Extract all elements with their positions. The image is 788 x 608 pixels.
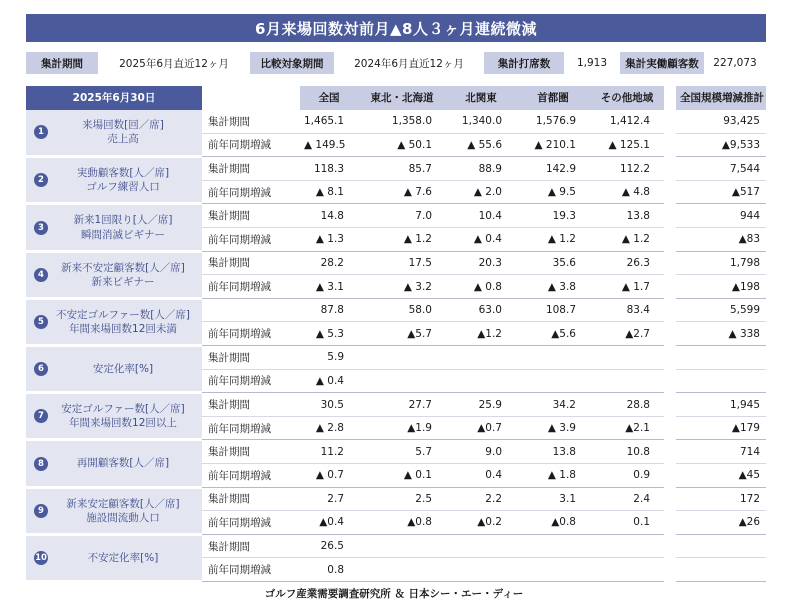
total-change-cell: ▲45 <box>676 464 766 488</box>
row-number-badge: 6 <box>34 362 48 376</box>
col-header-other: その他地域 <box>590 86 664 110</box>
category-line1: 新来安定顧客数[人／席] <box>66 497 180 510</box>
total-cell: 714 <box>676 440 766 464</box>
col-header-tohoku: 東北・北海道 <box>358 86 446 110</box>
change-cell: ▲ 1.2 <box>358 228 446 252</box>
date-header: 2025年6月30日 <box>26 86 202 110</box>
data-table-wrapper <box>26 86 766 583</box>
category-line2: 売上高 <box>107 133 139 146</box>
change-cell: ▲1.2 <box>446 322 516 346</box>
subrow-label: 前年同期増減 <box>202 369 300 393</box>
col-header-total: 全国規模増減推計 <box>676 86 766 110</box>
value-cell: 28.8 <box>590 393 664 417</box>
change-cell: 0.8 <box>300 558 358 582</box>
column-separator <box>664 228 676 252</box>
category-label <box>48 166 198 194</box>
value-cell: 1,465.1 <box>300 110 358 134</box>
subrow-label <box>202 298 300 322</box>
category-line2: 年間来場回数12回未満 <box>69 322 177 335</box>
change-cell: ▲ 1.2 <box>590 228 664 252</box>
category-cell <box>26 534 202 581</box>
change-cell: ▲ 55.6 <box>446 133 516 157</box>
total-change-cell: ▲83 <box>676 228 766 252</box>
category-line1: 安定化率[%] <box>92 363 154 376</box>
change-cell: ▲ 1.7 <box>590 275 664 299</box>
column-separator <box>664 346 676 370</box>
category-label <box>48 456 198 470</box>
category-cell <box>26 251 202 298</box>
category-cell <box>26 110 202 157</box>
column-separator <box>664 534 676 558</box>
change-cell <box>446 558 516 582</box>
change-cell <box>516 558 590 582</box>
table-header-row <box>26 86 766 110</box>
value-cell: 10.4 <box>446 204 516 228</box>
change-cell: ▲ 0.4 <box>300 369 358 393</box>
outlets-label: 集計打席数 <box>484 52 564 74</box>
change-cell: 0.4 <box>446 464 516 488</box>
table-row <box>26 346 766 370</box>
column-separator <box>664 133 676 157</box>
category-line1: 不安定化率[%] <box>87 551 159 564</box>
value-cell: 2.5 <box>358 487 446 511</box>
value-cell: 26.5 <box>300 534 358 558</box>
value-cell: 83.4 <box>590 298 664 322</box>
row-number-badge: 5 <box>34 315 48 329</box>
row-number-badge: 4 <box>34 268 48 282</box>
column-separator <box>664 204 676 228</box>
subrow-label: 前年同期増減 <box>202 133 300 157</box>
table-row <box>26 534 766 558</box>
value-cell: 63.0 <box>446 298 516 322</box>
change-cell: ▲ 2.8 <box>300 416 358 440</box>
value-cell: 2.2 <box>446 487 516 511</box>
value-cell <box>516 346 590 370</box>
subrow-label: 前年同期増減 <box>202 180 300 204</box>
total-cell: 93,425 <box>676 110 766 134</box>
category-label <box>48 362 198 376</box>
category-label <box>48 308 198 336</box>
page-title: 6月来場回数対前月▲8人３ヶ月連続微減 <box>26 14 766 42</box>
value-cell: 7.0 <box>358 204 446 228</box>
table-body <box>26 110 766 582</box>
value-cell: 87.8 <box>300 298 358 322</box>
table-row <box>26 393 766 417</box>
value-cell <box>446 346 516 370</box>
change-cell: ▲ 7.6 <box>358 180 446 204</box>
value-cell: 34.2 <box>516 393 590 417</box>
change-cell: ▲ 210.1 <box>516 133 590 157</box>
table-row <box>26 298 766 322</box>
row-number-badge: 1 <box>34 125 48 139</box>
total-change-cell: ▲517 <box>676 180 766 204</box>
total-change-cell: ▲9,533 <box>676 133 766 157</box>
table-row <box>26 440 766 464</box>
value-cell: 88.9 <box>446 157 516 181</box>
subrow-label: 集計期間 <box>202 157 300 181</box>
change-cell: ▲ 1.2 <box>516 228 590 252</box>
value-cell <box>358 534 446 558</box>
category-line1: 再開顧客数[人／席] <box>76 457 170 470</box>
value-cell <box>590 534 664 558</box>
subrow-label: 前年同期増減 <box>202 416 300 440</box>
data-table <box>26 86 766 583</box>
change-cell: ▲ 149.5 <box>300 133 358 157</box>
change-cell: ▲2.7 <box>590 322 664 346</box>
period-value: 2025年6月直近12ヶ月 <box>98 52 250 74</box>
column-separator <box>664 369 676 393</box>
category-line1: 実動顧客数[人／席] <box>76 167 170 180</box>
column-separator <box>664 487 676 511</box>
total-change-cell: ▲ 338 <box>676 322 766 346</box>
column-separator <box>664 110 676 134</box>
row-number-badge: 7 <box>34 409 48 423</box>
change-cell: ▲ 4.8 <box>590 180 664 204</box>
category-line2: ゴルフ練習人口 <box>86 181 160 194</box>
change-cell: ▲2.1 <box>590 416 664 440</box>
category-line1: 新来1回限り[人／席] <box>73 214 173 227</box>
table-row <box>26 110 766 134</box>
column-separator <box>664 275 676 299</box>
value-cell: 20.3 <box>446 251 516 275</box>
column-separator <box>664 440 676 464</box>
footer-credit: ゴルフ産業需要調査研究所 ＆ 日本シー・エー・ディー <box>264 588 524 600</box>
category-label <box>48 497 198 525</box>
subrow-label: 集計期間 <box>202 393 300 417</box>
value-cell: 1,412.4 <box>590 110 664 134</box>
table-row <box>26 157 766 181</box>
change-cell: ▲0.4 <box>300 511 358 535</box>
table-row <box>26 487 766 511</box>
total-cell <box>676 346 766 370</box>
row-number-badge: 3 <box>34 221 48 235</box>
value-cell: 11.2 <box>300 440 358 464</box>
value-cell: 30.5 <box>300 393 358 417</box>
total-cell: 172 <box>676 487 766 511</box>
table-row <box>26 251 766 275</box>
category-label <box>48 213 198 241</box>
category-cell <box>26 157 202 204</box>
value-cell: 3.1 <box>516 487 590 511</box>
subrow-label: 集計期間 <box>202 346 300 370</box>
column-separator <box>664 251 676 275</box>
value-cell: 118.3 <box>300 157 358 181</box>
category-line2: 年間来場回数12回以上 <box>69 417 177 430</box>
subrow-label: 前年同期増減 <box>202 322 300 346</box>
column-separator <box>664 322 676 346</box>
total-cell <box>676 534 766 558</box>
category-cell <box>26 346 202 393</box>
subrow-label: 集計期間 <box>202 110 300 134</box>
row-number-badge: 9 <box>34 504 48 518</box>
total-change-cell: ▲26 <box>676 511 766 535</box>
value-cell <box>446 534 516 558</box>
value-cell: 25.9 <box>446 393 516 417</box>
change-cell: ▲ 3.2 <box>358 275 446 299</box>
column-separator <box>664 416 676 440</box>
category-cell <box>26 487 202 534</box>
change-cell: ▲ 50.1 <box>358 133 446 157</box>
total-change-cell <box>676 369 766 393</box>
value-cell: 112.2 <box>590 157 664 181</box>
value-cell: 108.7 <box>516 298 590 322</box>
category-line1: 安定ゴルファー数[人／席] <box>61 403 185 416</box>
change-cell: ▲ 3.9 <box>516 416 590 440</box>
subrow-label: 前年同期増減 <box>202 511 300 535</box>
customers-value: 227,073 <box>704 52 766 74</box>
total-change-cell <box>676 558 766 582</box>
value-cell <box>590 346 664 370</box>
column-separator <box>664 180 676 204</box>
category-cell <box>26 440 202 487</box>
category-line2: 施設間流動人口 <box>86 511 160 524</box>
change-cell: ▲1.9 <box>358 416 446 440</box>
category-cell <box>26 204 202 251</box>
total-cell: 7,544 <box>676 157 766 181</box>
category-line2: 新来ビギナー <box>91 275 155 288</box>
value-cell: 17.5 <box>358 251 446 275</box>
summary-info-row <box>26 52 766 74</box>
value-cell: 14.8 <box>300 204 358 228</box>
category-cell <box>26 393 202 440</box>
col-header-shutoken: 首都圏 <box>516 86 590 110</box>
header-blank <box>202 86 300 110</box>
category-line2: 瞬間消滅ビギナー <box>81 228 165 241</box>
column-separator <box>664 464 676 488</box>
column-separator <box>664 298 676 322</box>
change-cell: ▲0.8 <box>358 511 446 535</box>
category-line1: 不安定ゴルファー数[人／席] <box>56 308 190 321</box>
value-cell: 9.0 <box>446 440 516 464</box>
change-cell: ▲ 8.1 <box>300 180 358 204</box>
total-cell: 944 <box>676 204 766 228</box>
outlets-value: 1,913 <box>564 52 620 74</box>
change-cell: ▲ 0.4 <box>446 228 516 252</box>
value-cell: 19.3 <box>516 204 590 228</box>
value-cell: 26.3 <box>590 251 664 275</box>
value-cell: 10.8 <box>590 440 664 464</box>
total-change-cell: ▲179 <box>676 416 766 440</box>
change-cell: ▲ 0.1 <box>358 464 446 488</box>
category-label <box>48 551 198 565</box>
value-cell: 13.8 <box>516 440 590 464</box>
column-separator <box>664 558 676 582</box>
change-cell: ▲0.8 <box>516 511 590 535</box>
change-cell: ▲0.7 <box>446 416 516 440</box>
column-separator <box>664 157 676 181</box>
row-number-badge: 10 <box>35 552 47 563</box>
subrow-label: 集計期間 <box>202 204 300 228</box>
change-cell: ▲ 125.1 <box>590 133 664 157</box>
change-cell: ▲0.2 <box>446 511 516 535</box>
value-cell <box>516 534 590 558</box>
total-cell: 5,599 <box>676 298 766 322</box>
subrow-label: 前年同期増減 <box>202 558 300 582</box>
category-line1: 新来不安定顧客数[人／席] <box>61 261 185 274</box>
change-cell: ▲ 9.5 <box>516 180 590 204</box>
change-cell: ▲ 1.3 <box>300 228 358 252</box>
total-change-cell: ▲198 <box>676 275 766 299</box>
value-cell <box>358 346 446 370</box>
change-cell: 0.9 <box>590 464 664 488</box>
change-cell: ▲ 0.8 <box>446 275 516 299</box>
value-cell: 1,576.9 <box>516 110 590 134</box>
value-cell: 1,340.0 <box>446 110 516 134</box>
col-header-kitakanto: 北関東 <box>446 86 516 110</box>
row-number-badge: 8 <box>34 457 48 471</box>
subrow-label: 前年同期増減 <box>202 228 300 252</box>
change-cell <box>590 369 664 393</box>
value-cell: 13.8 <box>590 204 664 228</box>
value-cell: 1,358.0 <box>358 110 446 134</box>
value-cell: 85.7 <box>358 157 446 181</box>
category-label <box>48 402 198 430</box>
change-cell: ▲ 2.0 <box>446 180 516 204</box>
change-cell: ▲5.7 <box>358 322 446 346</box>
value-cell: 35.6 <box>516 251 590 275</box>
change-cell: ▲ 1.8 <box>516 464 590 488</box>
total-cell: 1,945 <box>676 393 766 417</box>
value-cell: 5.7 <box>358 440 446 464</box>
column-separator <box>664 511 676 535</box>
value-cell: 58.0 <box>358 298 446 322</box>
value-cell: 27.7 <box>358 393 446 417</box>
subrow-label: 集計期間 <box>202 440 300 464</box>
subrow-label: 集計期間 <box>202 251 300 275</box>
category-label <box>48 118 198 146</box>
change-cell: ▲5.6 <box>516 322 590 346</box>
change-cell: ▲ 0.7 <box>300 464 358 488</box>
value-cell: 142.9 <box>516 157 590 181</box>
customers-label: 集計実働顧客数 <box>620 52 704 74</box>
row-number-badge: 2 <box>34 173 48 187</box>
change-cell <box>358 558 446 582</box>
header-separator <box>664 86 676 110</box>
change-cell <box>358 369 446 393</box>
category-label <box>48 261 198 289</box>
change-cell <box>446 369 516 393</box>
total-cell: 1,798 <box>676 251 766 275</box>
value-cell: 5.9 <box>300 346 358 370</box>
subrow-label: 集計期間 <box>202 534 300 558</box>
change-cell: 0.1 <box>590 511 664 535</box>
change-cell: ▲ 5.3 <box>300 322 358 346</box>
period-label: 集計期間 <box>26 52 98 74</box>
subrow-label: 前年同期増減 <box>202 275 300 299</box>
table-row <box>26 204 766 228</box>
value-cell: 2.7 <box>300 487 358 511</box>
change-cell <box>516 369 590 393</box>
change-cell: ▲ 3.8 <box>516 275 590 299</box>
subrow-label: 前年同期増減 <box>202 464 300 488</box>
compare-label: 比較対象期間 <box>250 52 334 74</box>
change-cell: ▲ 3.1 <box>300 275 358 299</box>
subrow-label: 集計期間 <box>202 487 300 511</box>
column-separator <box>664 393 676 417</box>
change-cell <box>590 558 664 582</box>
compare-value: 2024年6月直近12ヶ月 <box>334 52 484 74</box>
category-line1: 来場回数[回／席] <box>82 119 164 132</box>
value-cell: 2.4 <box>590 487 664 511</box>
category-cell <box>26 298 202 345</box>
col-header-national: 全国 <box>300 86 358 110</box>
value-cell: 28.2 <box>300 251 358 275</box>
